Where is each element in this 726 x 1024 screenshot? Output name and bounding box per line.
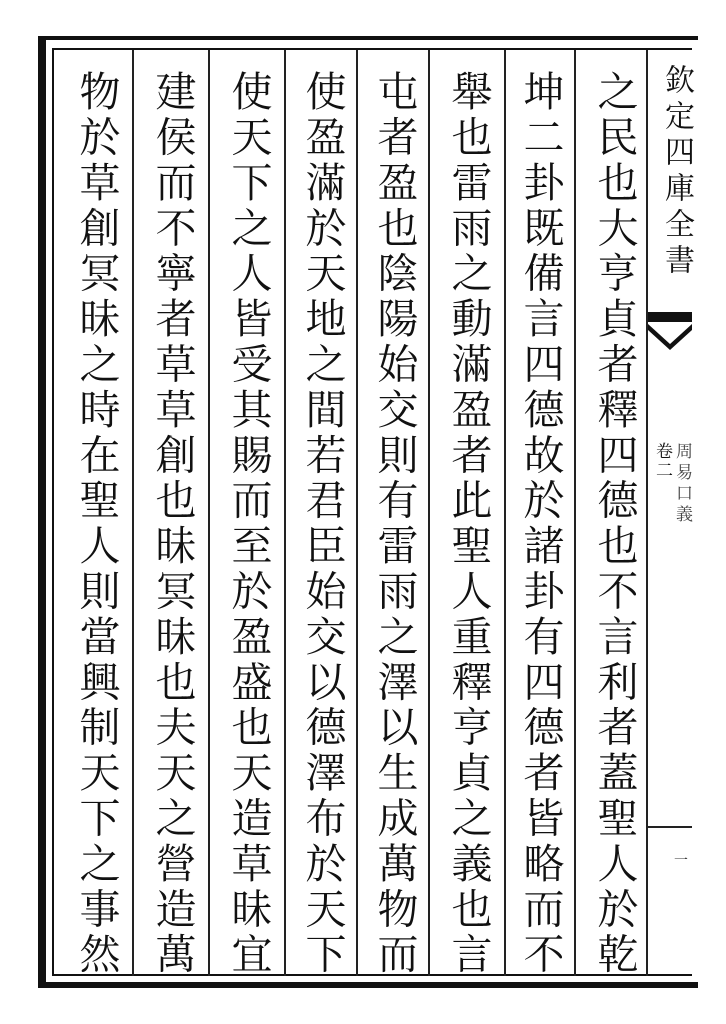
folio-number: 一 bbox=[674, 853, 688, 869]
fish-tail-mark-icon bbox=[648, 312, 692, 352]
column-text: 使天下之人皆受其賜而至於盈盛也天造草昧宜 bbox=[224, 70, 273, 978]
column-divider bbox=[208, 50, 210, 976]
book-title: 周易口義 bbox=[672, 442, 692, 526]
text-column-1 bbox=[578, 70, 650, 978]
text-column-7 bbox=[136, 70, 208, 978]
text-column-2 bbox=[504, 70, 576, 978]
column-text: 坤二卦既備言四德故於諸卦有四德者皆略而不 bbox=[516, 70, 565, 978]
column-divider bbox=[132, 50, 134, 976]
page-margin-column bbox=[648, 50, 692, 976]
column-text: 建侯而不寧者草草創也昧冥昧也夫天之營造萬 bbox=[148, 70, 197, 978]
column-text: 舉也雷雨之動滿盈者此聖人重釋亨貞之義也言 bbox=[444, 70, 493, 978]
text-column-4 bbox=[358, 70, 430, 978]
text-column-6 bbox=[212, 70, 284, 978]
column-text: 屯者盈也陰陽始交則有雷雨之澤以生成萬物而 bbox=[370, 70, 419, 978]
column-text: 物於草創冥昧之時在聖人則當興制天下之事然 bbox=[72, 70, 121, 978]
text-column-8 bbox=[60, 70, 132, 978]
text-column-3 bbox=[432, 70, 504, 978]
volume-label: 卷二 bbox=[652, 442, 672, 480]
column-text: 之民也大亨貞者釋四德也不言利者蓋聖人於乾 bbox=[590, 70, 639, 978]
collection-title: 欽定四庫全書 bbox=[659, 64, 694, 280]
margin-rule bbox=[648, 826, 692, 828]
text-column-5 bbox=[286, 70, 358, 978]
column-text: 使盈滿於天地之間若君臣始交以德澤布於天下 bbox=[298, 70, 347, 978]
